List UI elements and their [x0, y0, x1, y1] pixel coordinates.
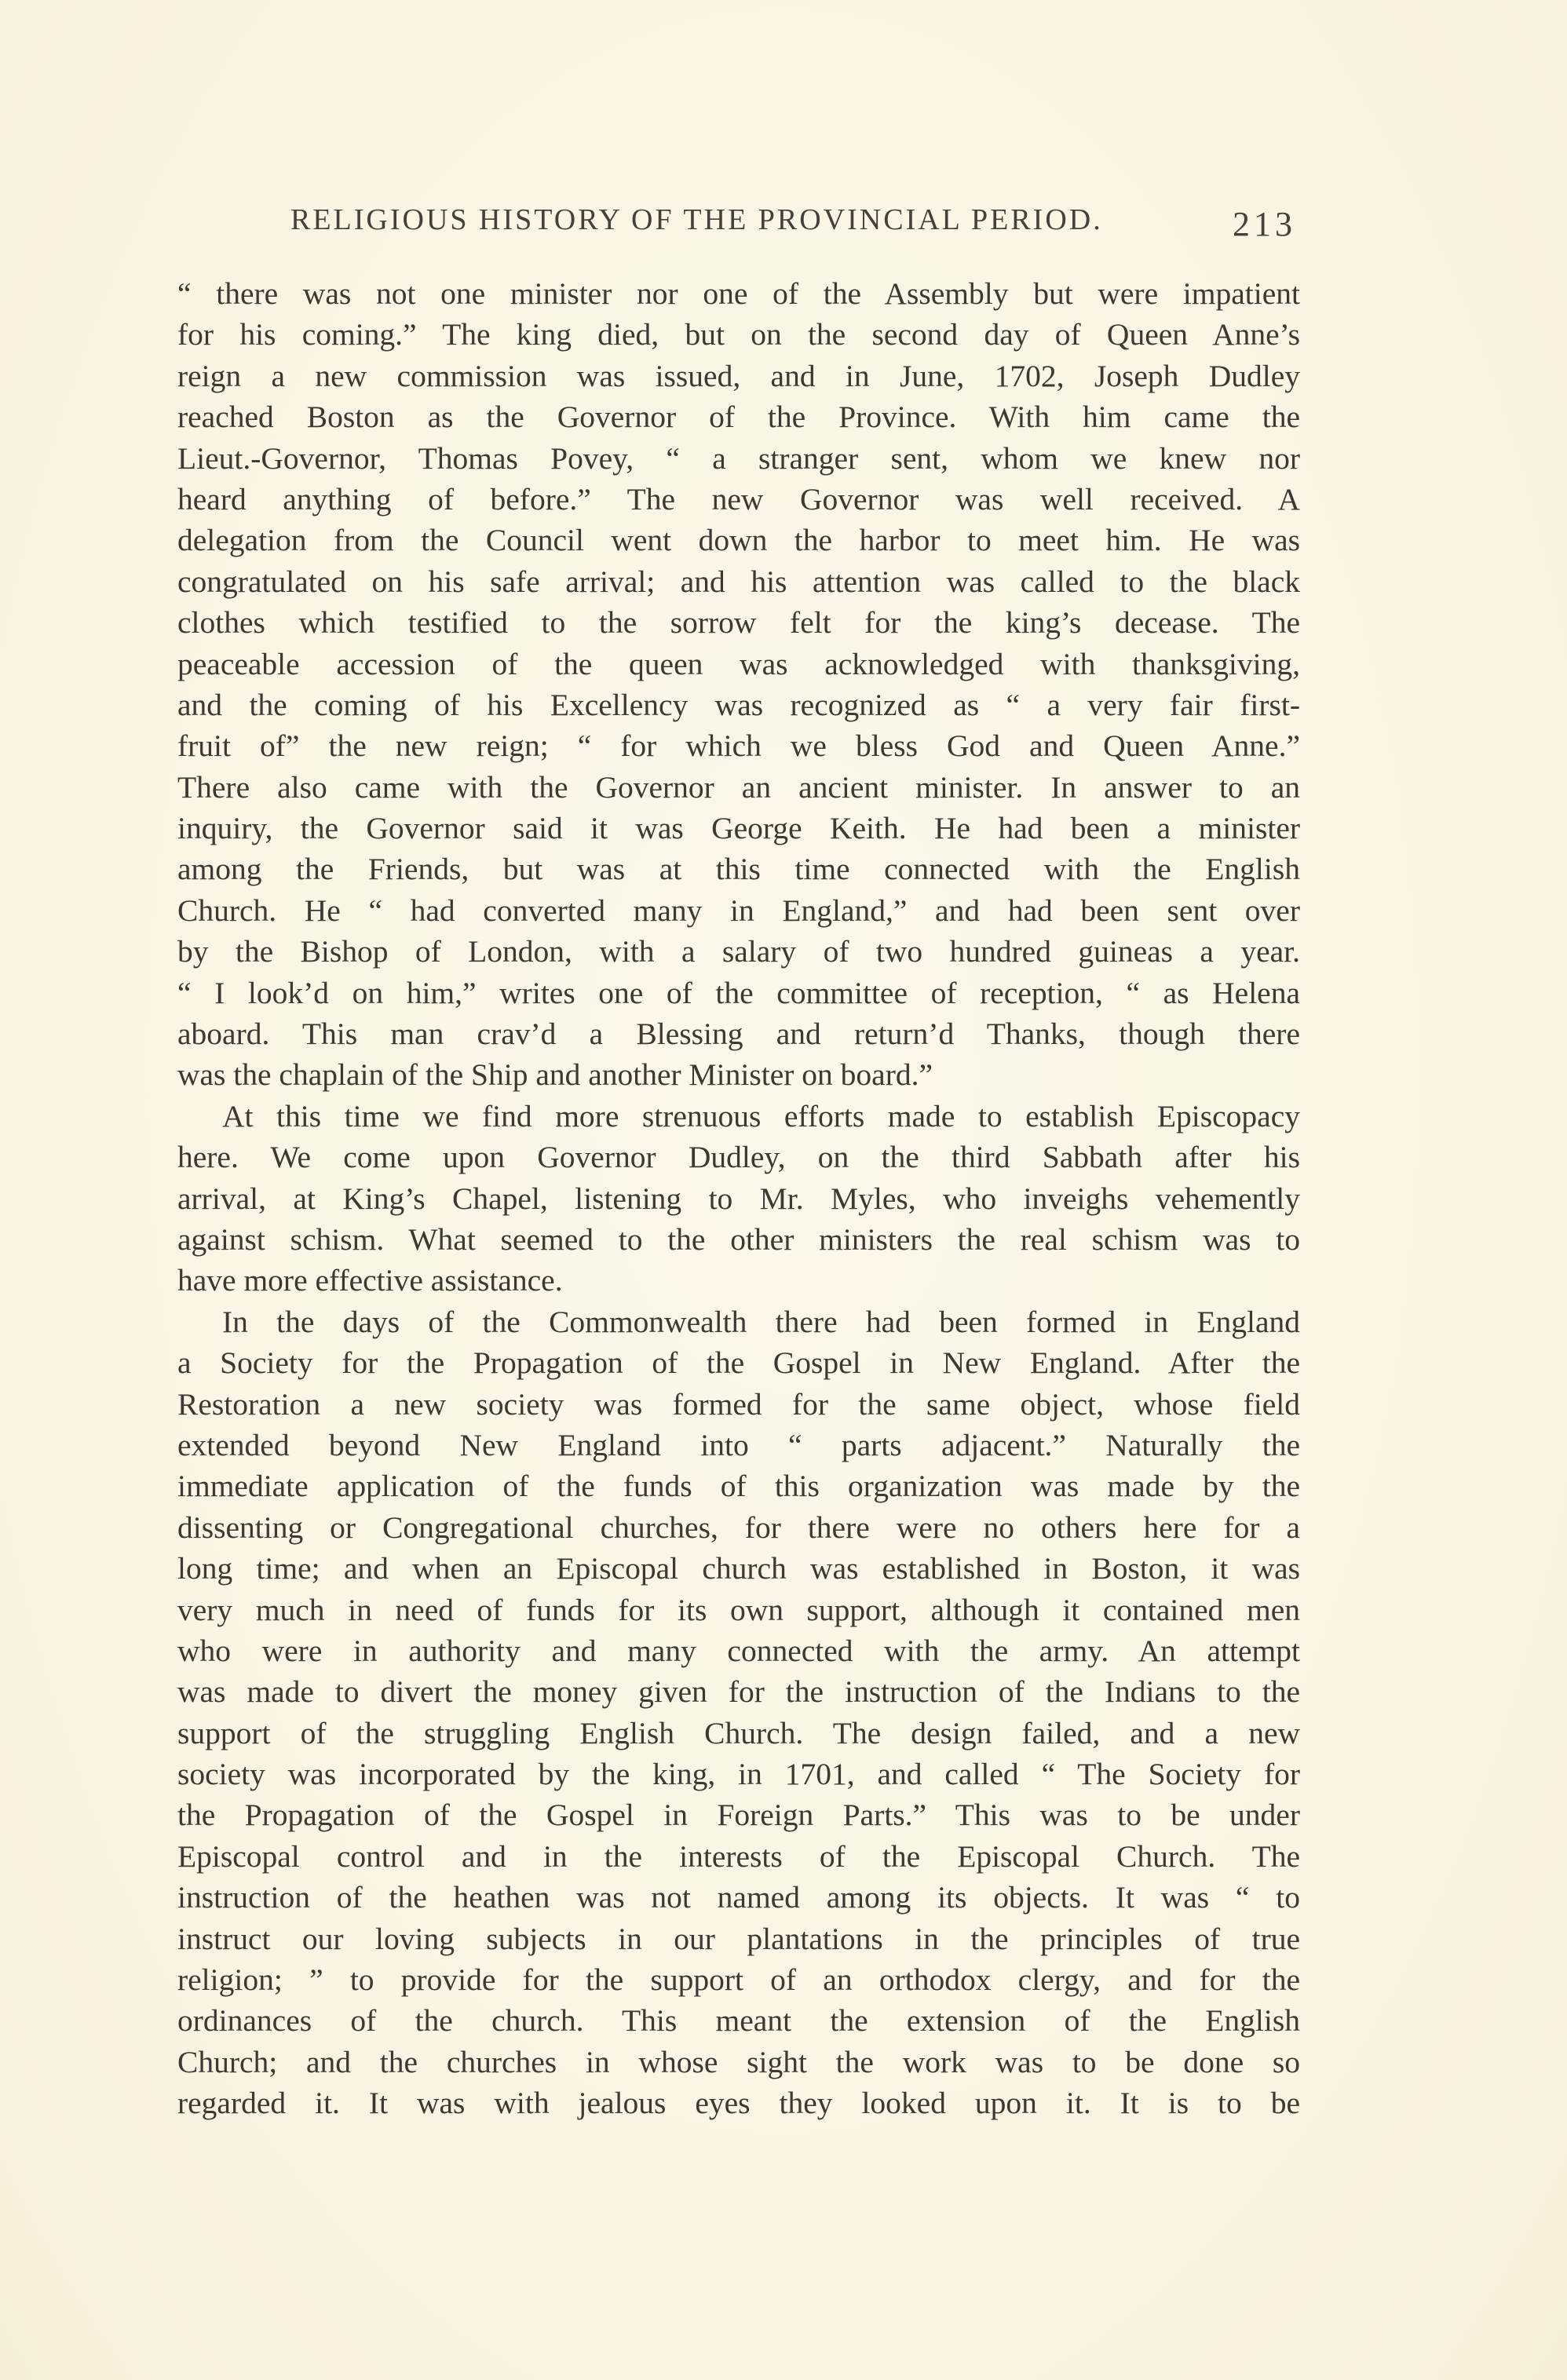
body-text [177, 273, 1300, 2124]
text-line: was the chaplain of the Ship and another Minister on board.” [177, 1057, 933, 1093]
text-line: Restoration a new society was formed for the same object, whose field [177, 1386, 1300, 1422]
text-line: heard anything of before.” The new Governor was well received. A [177, 481, 1300, 517]
text-line: “ I look’d on him,” writes one of the committee of reception, “ as Helena [177, 975, 1300, 1010]
text-line: Church. He “ had converted many in England,” and had been sent over [177, 892, 1300, 928]
text-line: delegation from the Council went down the harbor to meet him. He was [177, 523, 1300, 558]
text-line: by the Bishop of London, with a salary of two hundred guineas a year. [177, 934, 1300, 969]
text-line: extended beyond New England into “ parts adjacent.” Naturally the [177, 1427, 1300, 1462]
text-line: In the days of the Commonwealth there had been formed in England [222, 1304, 1300, 1339]
text-line: here. We come upon Governor Dudley, on the third Sabbath after his [177, 1140, 1300, 1175]
text-line: ordinances of the church. This meant the extension of the English [177, 2003, 1300, 2039]
text-line: long time; and when an Episcopal church was established in Boston, it was [177, 1551, 1300, 1586]
text-line: a Society for the Propagation of the Gospel in New England. After the [177, 1345, 1300, 1381]
text-line: clothes which testified to the sorrow felt for the king’s decease. The [177, 605, 1300, 641]
text-line: congratulated on his safe arrival; and his attention was called to the black [177, 564, 1300, 599]
text-line: was made to divert the money given for the instruction of the Indians to the [177, 1674, 1300, 1710]
text-line: regarded it. It was with jealous eyes they looked upon it. It is to be [177, 2086, 1300, 2121]
text-line: society was incorporated by the king, in 1701, and called “ The Society for [177, 1757, 1300, 1792]
text-line: peaceable accession of the queen was acknowledged with thanksgiving, [177, 646, 1300, 681]
text-line: There also came with the Governor an ancient minister. In answer to an [177, 769, 1300, 805]
text-line: “ there was not one minister nor one of the Assembly but were impatient [177, 276, 1300, 311]
text-line: have more effective assistance. [177, 1263, 563, 1298]
text-line: against schism. What seemed to the other ministers the real schism was to [177, 1221, 1300, 1257]
text-line: and the coming of his Excellency was recognized as “ a very fair first- [177, 687, 1300, 722]
text-line: inquiry, the Governor said it was George Keith. He had been a minister [177, 811, 1300, 846]
text-line: reached Boston as the Governor of the Province. With him came the [177, 400, 1300, 435]
text-line: very much in need of funds for its own support, although it contained men [177, 1592, 1300, 1627]
running-title: RELIGIOUS HISTORY OF THE PROVINCIAL PERIOD. [290, 203, 1103, 236]
running-head [290, 203, 1311, 250]
text-line: among the Friends, but was at this time connected with the English [177, 852, 1300, 887]
text-line: Episcopal control and in the interests of the Episcopal Church. The [177, 1838, 1300, 1874]
text-line: support of the struggling English Church. The design failed, and a new [177, 1715, 1300, 1750]
text-line: religion; ” to provide for the support of an orthodox clergy, and for the [177, 1962, 1300, 1998]
text-line: At this time we find more strenuous efforts made to establish Episcopacy [222, 1098, 1300, 1133]
text-line: immediate application of the funds of this organization was made by the [177, 1469, 1300, 1504]
text-line: aboard. This man crav’d a Blessing and return’d Thanks, though there [177, 1017, 1300, 1052]
text-line: Church; and the churches in whose sight the work was to be done so [177, 2044, 1300, 2079]
text-line: instruction of the heathen was not named among its objects. It was “ to [177, 1880, 1300, 1915]
text-line: who were in authority and many connected with the army. An attempt [177, 1633, 1300, 1668]
text-line: fruit of” the new reign; “ for which we bless God and Queen Anne.” [177, 728, 1300, 764]
page-number: 213 [1233, 205, 1296, 243]
text-line: arrival, at King’s Chapel, listening to Mr. Myles, who inveighs vehemently [177, 1181, 1300, 1216]
text-line: for his coming.” The king died, but on the second day of Queen Anne’s [177, 317, 1300, 352]
text-line: dissenting or Congregational churches, for there were no others here for a [177, 1509, 1300, 1545]
text-line: reign a new commission was issued, and in June, 1702, Joseph Dudley [177, 358, 1300, 393]
text-line: Lieut.-Governor, Thomas Povey, “ a stranger sent, whom we knew nor [177, 440, 1300, 476]
text-line: the Propagation of the Gospel in Foreign Parts.” This was to be under [177, 1798, 1300, 1833]
text-line: instruct our loving subjects in our plantations in the principles of true [177, 1921, 1300, 1956]
